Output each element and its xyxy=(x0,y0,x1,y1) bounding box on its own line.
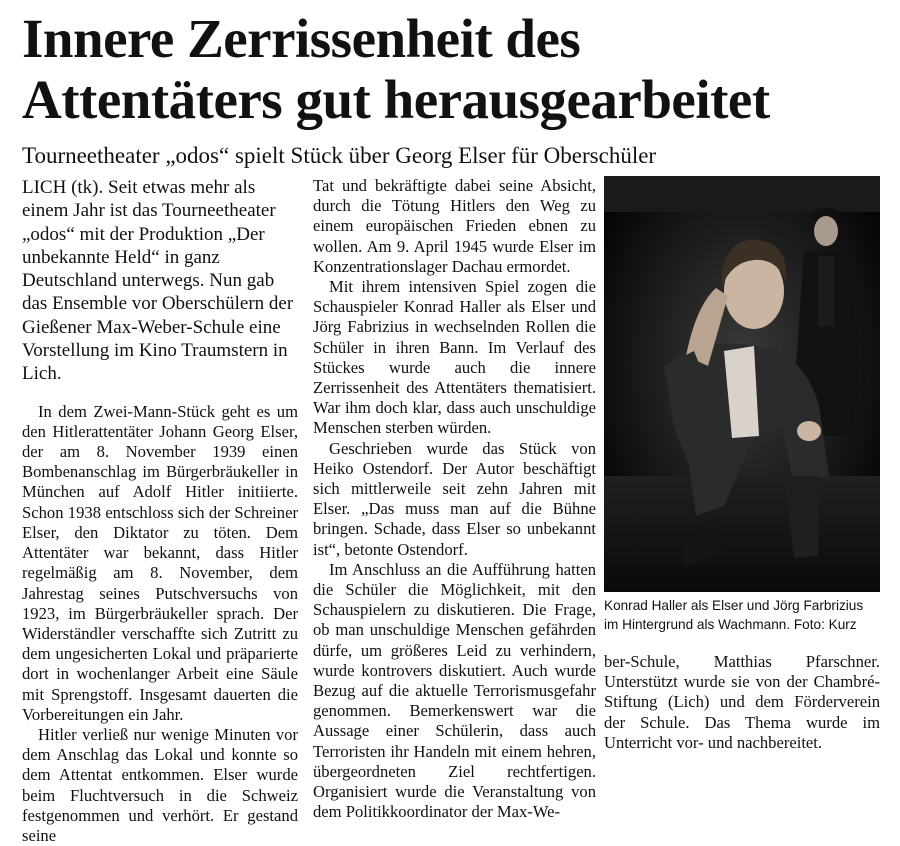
photo-caption xyxy=(604,596,886,634)
caption-line-2: im Hintergrund als Wachmann. Foto: Kurz xyxy=(604,617,857,632)
subheadline: Tourneetheater „odos“ spielt Stück über Georg Elser für Oberschüler xyxy=(22,143,657,168)
article-column-2 xyxy=(313,176,596,823)
body-paragraph: Geschrieben wurde das Stück von Heiko Ostendorf. Der Autor beschäftigt sich mittlerweile seit zehn Jahren mit Elser. „Das muss man auf die Bühne bringen. Schade, dass Elser so unbekannt ist“, betonte Ostendorf. xyxy=(313,438,596,559)
lead-paragraph: LICH (tk). Seit etwas mehr als einem Jahr ist das Tourneetheater „odos“ mit der Produktion „Der unbekannte Held“ in ganz Deutschland unterwegs. Nun gab das Ensemble vor Oberschülern der Gießener Max-Weber-Schule eine Vorstellung im Kino Traumstern in Lich. xyxy=(22,177,294,385)
body-paragraph: Mit ihrem intensiven Spiel zogen die Schauspieler Konrad Haller als Elser und Jörg Fabrizius in wechselnden Rollen die Schüler in ihren Bann. Im Verlauf des Stückes wurde auch die innere Zerrissenheit des Attentäters thematisiert. War ihm doch klar, dass auch unschuldige Menschen sterben würden. xyxy=(313,277,596,438)
headline-line-2: Attentäters gut herausgearbeitet xyxy=(22,69,770,130)
headline-line-1: Innere Zerrissenheit des xyxy=(22,8,581,69)
caption-line-1: Konrad Haller als Elser und Jörg Farbrizius xyxy=(604,598,864,613)
article-column-3 xyxy=(604,652,880,753)
body-paragraph: In dem Zwei-Mann-Stück geht es um den Hitlerattentäter Johann Georg Elser, der am 8. November 1939 einen Bombenanschlag im Bürgerbräukeller in München auf Adolf Hitler initiierte. Schon 1938 entschloss sich der Schreiner Elser, den Diktator zu töten. Dem Attentäter war bekannt, dass Hitler regelmäßig am 8. November, dem Jahrestag seines Putschversuchs von 1923, im Bürgerbräukeller sprach. Der Widerständler verschaffte sich Zutritt zu dem ungesicherten Lokal und präparierte dort in wochenlanger Arbeit eine Säule mit Sprengstoff. Insgesamt dauerten die Vorbereitungen ein Jahr. xyxy=(22,401,298,724)
body-paragraph: ber-Schule, Matthias Pfarschner. Unterstützt wurde sie von der Chambré-Stiftung (Lich) und dem Förderverein der Schule. Das Thema wurde im Unterricht vor- und nachbereitet. xyxy=(604,652,880,752)
stage-photo-image xyxy=(604,176,880,592)
body-paragraph: Im Anschluss an die Aufführung hatten die Schüler die Möglichkeit, mit den Schauspielern zu diskutieren. Die Frage, ob man unschuldige Menschen gefährden dürfe, um größeres Leid zu verhindern, wurde kontrovers diskutiert. Auch wurde Bezug auf die aktuelle Terrorismusgefahr genommen. Bemerkenswert war die Aussage einer Schülerin, dass auch Terroristen ihr Handeln mit einem hehren, übergeordneten Ziel rechtfertigen. Organisiert wurde die Veranstaltung von dem Politikkoordinator der Max-We- xyxy=(313,559,596,822)
body-paragraph: Hitler verließ nur wenige Minuten vor dem Anschlag das Lokal und konnte so dem Attentat entkommen. Elser wurde beim Fluchtversuch in die Schweiz festgenommen und verhört. Er gestand seine xyxy=(22,724,298,845)
headline xyxy=(22,8,882,130)
article-column-1 xyxy=(22,176,298,846)
body-paragraph: Tat und bekräftigte dabei seine Absicht, durch die Tötung Hitlers den Weg zu einem europäischen Frieden ebnen zu wollen. Am 9. April 1945 wurde Elser im Konzentrationslager Dachau ermordet. xyxy=(313,176,596,276)
stage-photo xyxy=(604,176,880,592)
